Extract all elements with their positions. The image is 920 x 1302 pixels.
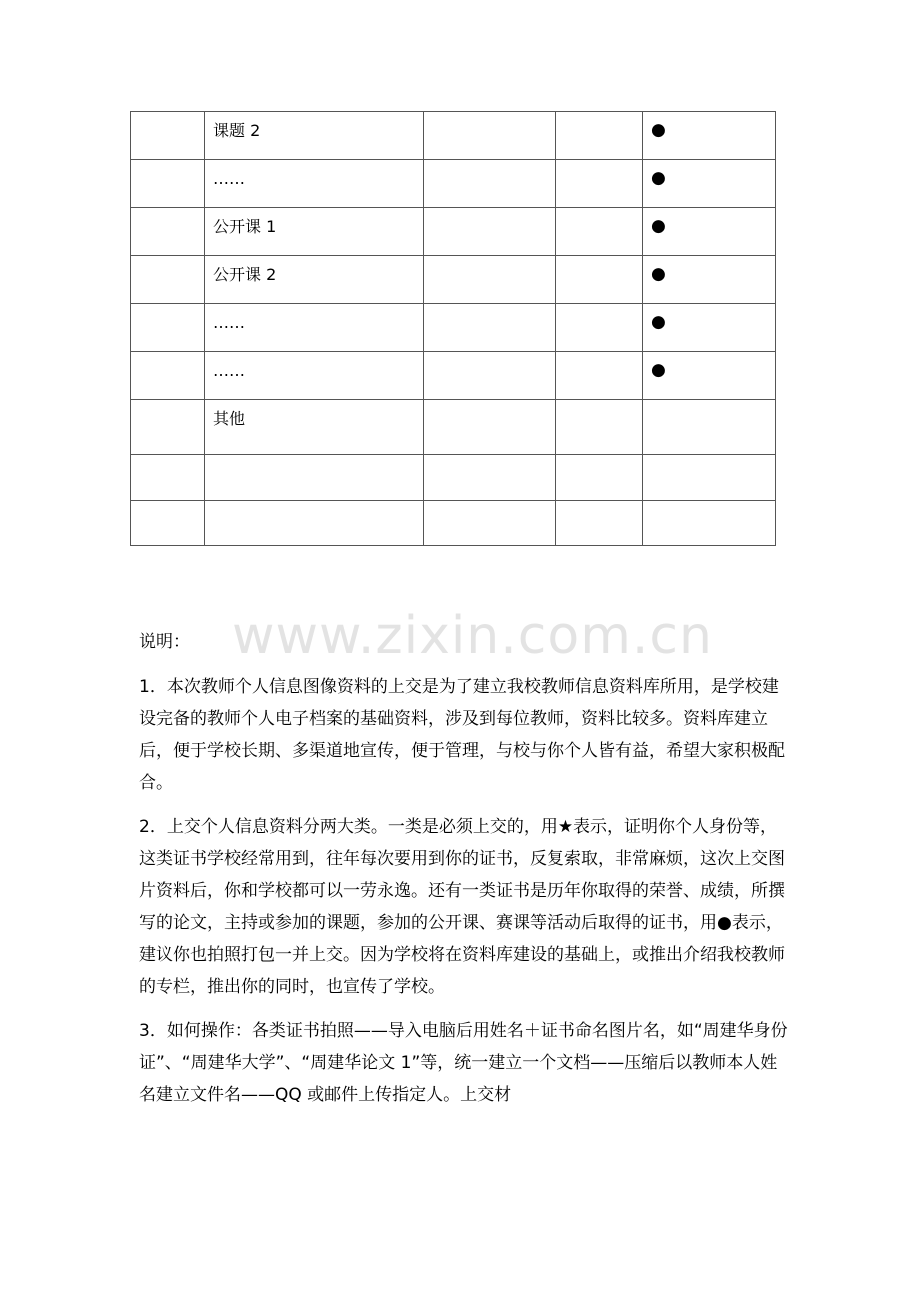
cell-text: 课题 2: [213, 121, 261, 140]
table-cell: [205, 160, 424, 208]
table-cell: [643, 455, 776, 501]
cell-text: [564, 256, 634, 265]
table-cell: [556, 304, 643, 352]
table-cell: [424, 304, 556, 352]
cell-text: 其他: [213, 409, 246, 428]
table-cell: [131, 160, 205, 208]
table-cell: [205, 352, 424, 400]
table-cell: [205, 501, 424, 546]
notes-paragraph-1: 1．本次教师个人信息图像资料的上交是为了建立我校教师信息资料库所用，是学校建设完备的教师个人电子档案的基础资料，涉及到每位教师，资料比较多。资料库建立后，便于学校长期、多渠道地宣传，便于管理，与校与你个人皆有益，希望大家积极配合。: [139, 677, 785, 793]
watermark: www.zixin.com.cn: [232, 606, 713, 666]
cell-text: [139, 208, 196, 217]
table-cell: [556, 208, 643, 256]
table-cell: [643, 352, 776, 400]
table-cell: [556, 400, 643, 455]
materials-table-body: [131, 112, 776, 546]
notes-title: 说明：: [139, 632, 190, 652]
notes-paragraph-2: 2．上交个人信息资料分两大类。一类是必须上交的，用★表示，证明你个人身份等，这类证书学校经常用到，往年每次要用到你的证书，反复索取，非常麻烦，这次上交图片资料后，你和学校都可以一劳永逸。还有一类证书是历年你取得的荣誉、成绩，所撰写的论文，主持或参加的课题，参加的公开课、赛课等活动后取得的证书，用●表示，建议你也拍照打包一并上交。因为学校将在资料库建设的基础上，或推出介绍我校教师的专栏，推出你的同时，也宣传了学校。: [139, 817, 785, 997]
cell-text: [432, 160, 547, 169]
cell-text: ……: [213, 169, 245, 188]
table-cell: [424, 501, 556, 546]
table-cell: [131, 501, 205, 546]
table-row: [131, 304, 776, 352]
cell-text: [432, 501, 547, 510]
bullet-mark: ●: [651, 360, 666, 380]
table-row: [131, 501, 776, 546]
cell-text: [139, 304, 196, 313]
cell-text: [564, 304, 634, 313]
table-row: [131, 208, 776, 256]
cell-text: [139, 256, 196, 265]
table-cell: [424, 256, 556, 304]
cell-text: [213, 501, 415, 510]
cell-text: [564, 352, 634, 361]
bullet-mark: [651, 400, 767, 408]
table-cell: [131, 208, 205, 256]
table-cell: [424, 112, 556, 160]
table-cell: [424, 160, 556, 208]
table-cell: [556, 256, 643, 304]
cell-text: ……: [213, 313, 245, 332]
materials-table: [130, 111, 776, 546]
cell-text: [139, 501, 196, 510]
table-cell: [131, 256, 205, 304]
table-cell: [643, 304, 776, 352]
table-cell: [643, 400, 776, 455]
cell-text: [139, 160, 196, 169]
table-cell: [556, 455, 643, 501]
table-cell: [131, 455, 205, 501]
cell-text: [564, 501, 634, 510]
bullet-mark: [651, 455, 767, 463]
bullet-mark: ●: [651, 120, 666, 140]
cell-text: [139, 112, 196, 121]
cell-text: ……: [213, 361, 245, 380]
table-cell: [131, 304, 205, 352]
cell-text: 公开课 2: [213, 265, 277, 284]
table-cell: [643, 501, 776, 546]
cell-text: [564, 112, 634, 121]
table-cell: [205, 455, 424, 501]
table-row: [131, 352, 776, 400]
table-row: [131, 256, 776, 304]
table-row: [131, 400, 776, 455]
table-cell: [131, 112, 205, 160]
bullet-mark: ●: [651, 168, 666, 188]
bullet-mark: ●: [651, 264, 666, 284]
bullet-mark: [651, 501, 767, 509]
cell-text: [564, 160, 634, 169]
table-cell: [424, 400, 556, 455]
table-cell: [556, 160, 643, 208]
cell-text: [432, 208, 547, 217]
table-cell: [205, 256, 424, 304]
table-cell: [424, 455, 556, 501]
cell-text: 公开课 1: [213, 217, 277, 236]
table-row: [131, 112, 776, 160]
table-cell: [205, 208, 424, 256]
cell-text: [139, 352, 196, 361]
table-cell: [131, 352, 205, 400]
cell-text: [564, 455, 634, 464]
cell-text: [564, 208, 634, 217]
notes-section: [139, 626, 789, 1123]
cell-text: [564, 400, 634, 409]
cell-text: [432, 112, 547, 121]
cell-text: [432, 400, 547, 409]
table-cell: [643, 112, 776, 160]
table-cell: [556, 501, 643, 546]
table-cell: [205, 112, 424, 160]
cell-text: [432, 304, 547, 313]
cell-text: [432, 256, 547, 265]
notes-paragraph-3: 3．如何操作：各类证书拍照——导入电脑后用姓名＋证书命名图片名，如“周建华身份证”、“周建华大学”、“周建华论文 1”等，统一建立一个文档——压缩后以教师本人姓名建立文件名——QQ 或邮件上传指定人。上交材: [139, 1021, 788, 1105]
cell-text: [139, 400, 196, 409]
bullet-mark: ●: [651, 312, 666, 332]
table-cell: [205, 304, 424, 352]
table-cell: [556, 112, 643, 160]
table-cell: [556, 352, 643, 400]
table-cell: [424, 208, 556, 256]
table-row: [131, 455, 776, 501]
bullet-mark: ●: [651, 216, 666, 236]
table-cell: [131, 400, 205, 455]
table-cell: [643, 256, 776, 304]
cell-text: [139, 455, 196, 464]
table-cell: [643, 160, 776, 208]
cell-text: [213, 455, 415, 464]
table-row: [131, 160, 776, 208]
table-cell: [424, 352, 556, 400]
table-cell: [205, 400, 424, 455]
cell-text: [432, 455, 547, 464]
table-cell: [643, 208, 776, 256]
cell-text: [432, 352, 547, 361]
